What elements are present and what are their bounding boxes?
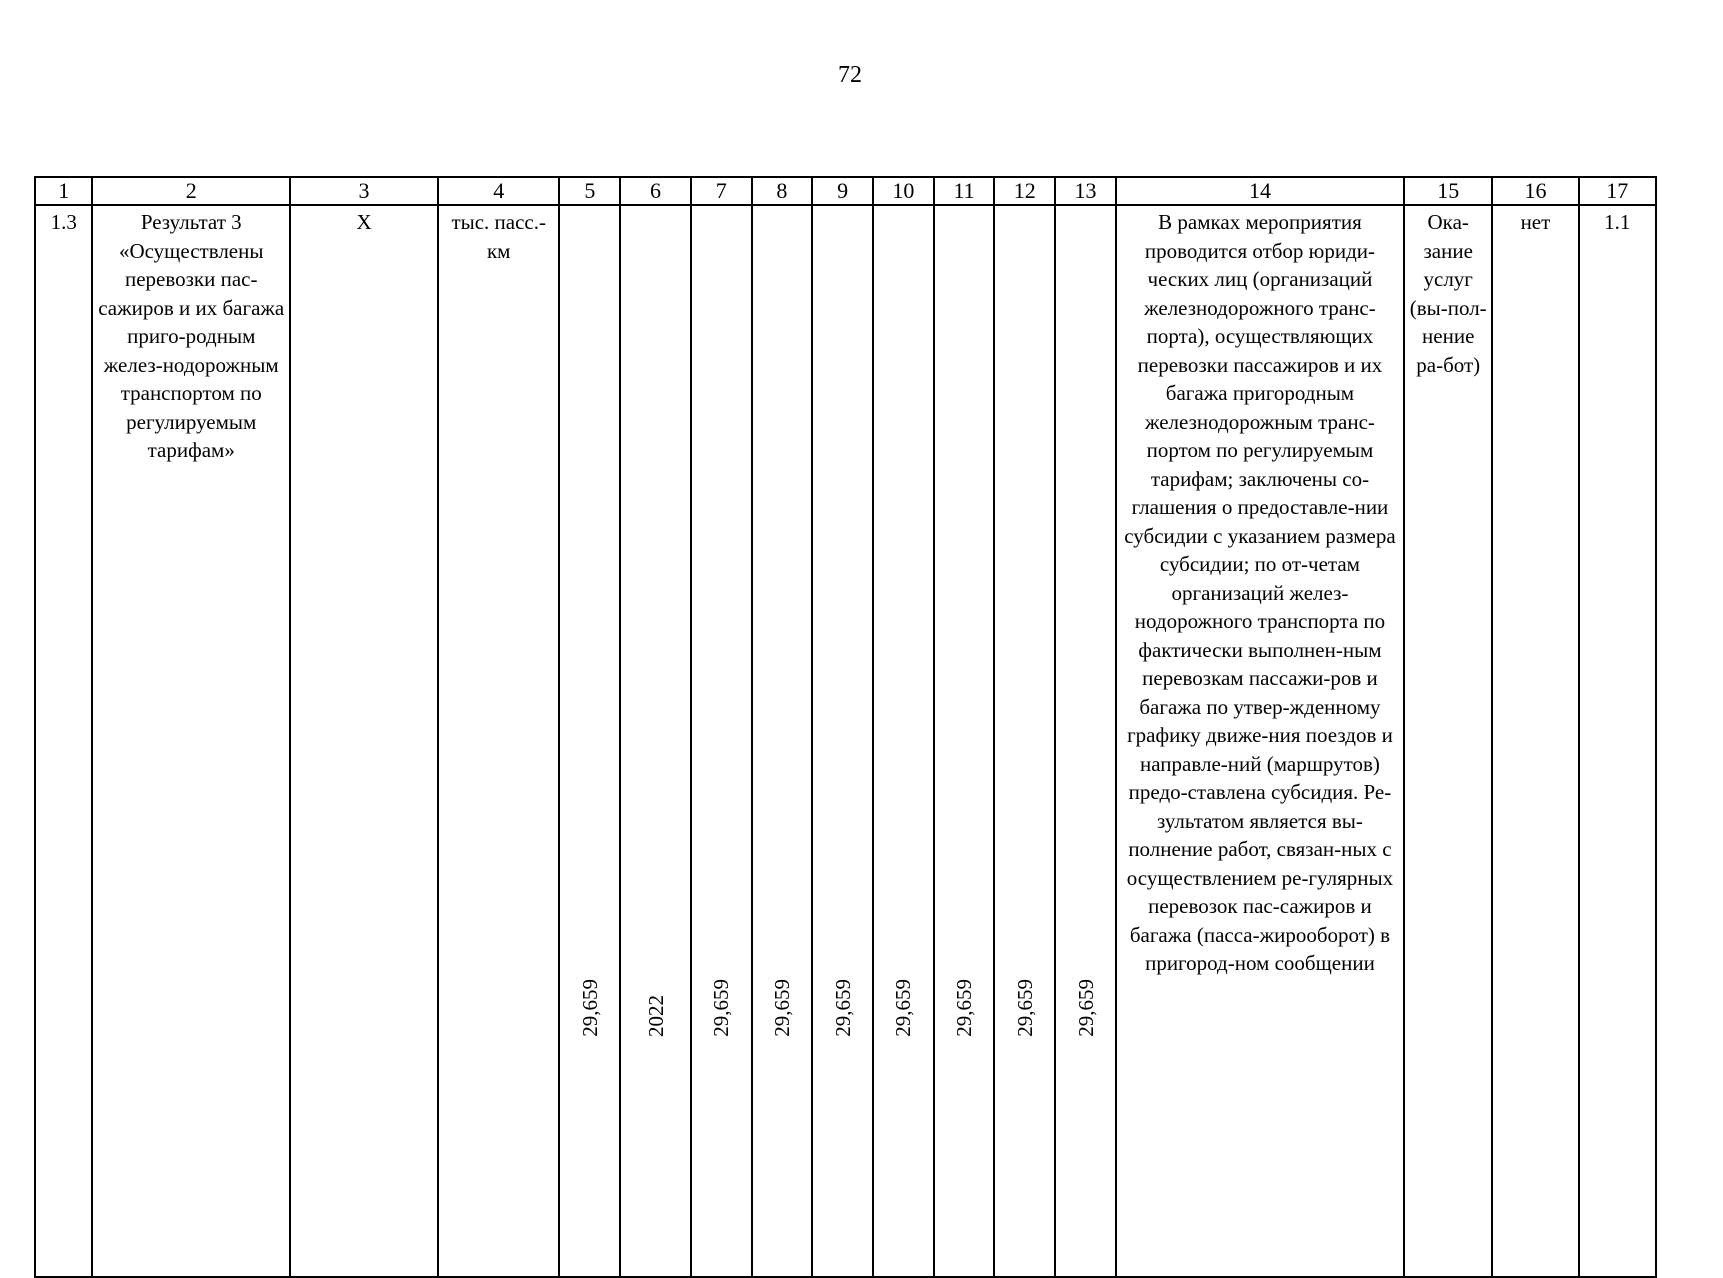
column-header: 10 <box>873 177 934 205</box>
value-text: 29,659 <box>769 978 794 1037</box>
column-header: 2 <box>92 177 290 205</box>
year-text: 2022 <box>643 994 668 1037</box>
value-text: 29,659 <box>1012 978 1037 1037</box>
value-cell-7 <box>691 205 752 1277</box>
column-header: 5 <box>559 177 620 205</box>
row-number-cell: 1.3 <box>35 205 92 1277</box>
year-cell-6 <box>620 205 691 1277</box>
table-row <box>35 205 1656 1277</box>
value-text: 29,659 <box>830 978 855 1037</box>
column-header: 4 <box>438 177 559 205</box>
column-header: 3 <box>290 177 438 205</box>
col3-cell: X <box>290 205 438 1277</box>
column-header: 14 <box>1116 177 1404 205</box>
unit-cell: тыс. пасс.-км <box>438 205 559 1277</box>
results-table <box>34 176 1657 1278</box>
column-header: 15 <box>1404 177 1492 205</box>
value-cell-5 <box>559 205 620 1277</box>
column-header: 11 <box>934 177 995 205</box>
column-header: 12 <box>994 177 1055 205</box>
value-text: 29,659 <box>952 978 977 1037</box>
column-header: 8 <box>752 177 813 205</box>
value-cell-12 <box>994 205 1055 1277</box>
value-cell-8 <box>752 205 813 1277</box>
value-cell-11 <box>934 205 995 1277</box>
column-header: 13 <box>1055 177 1116 205</box>
col16-cell: нет <box>1492 205 1578 1277</box>
column-header: 9 <box>812 177 873 205</box>
col17-cell: 1.1 <box>1579 205 1657 1277</box>
page-number: 72 <box>838 62 862 88</box>
column-header: 6 <box>620 177 691 205</box>
value-text: 29,659 <box>891 978 916 1037</box>
value-text: 29,659 <box>709 978 734 1037</box>
description-cell: В рамках мероприятия проводится отбор юриди-ческих лиц (организаций железнодорожного транс-порта), осуществляющих перевозки пассажиров и их багажа пригородным железнодорожным транс-портом по регулируемым тарифам; заключены со-глашения о предоставле-нии субсидии с указанием размера субсидии; по от-четам организаций желез-нодорожного транспорта по фактически выполнен-ным перевозкам пассажи-ров и багажа по утвер-жденному графику движе-ния поездов и направле-ний (маршрутов) предо-ставлена субсидия. Ре-зультатом является вы-полнение работ, связан-ных с осуществлением ре-гулярных перевозок пас-сажиров и багажа (пасса-жирооборот) в пригород-ном сообщении <box>1116 205 1404 1277</box>
table-header-row <box>35 177 1656 205</box>
column-header: 17 <box>1579 177 1657 205</box>
column-header: 1 <box>35 177 92 205</box>
value-text: 29,659 <box>1073 978 1098 1037</box>
value-cell-9 <box>812 205 873 1277</box>
value-cell-13 <box>1055 205 1116 1277</box>
result-name-cell: Результат 3 «Осуществлены перевозки пас-сажиров и их багажа приго-родным желез-нодорожным транспортом по регулируемым тарифам» <box>92 205 290 1277</box>
column-header: 7 <box>691 177 752 205</box>
column-header: 16 <box>1492 177 1578 205</box>
value-cell-10 <box>873 205 934 1277</box>
type-cell: Ока-зание услуг (вы-пол-нение ра-бот) <box>1404 205 1492 1277</box>
value-text: 29,659 <box>577 978 602 1037</box>
